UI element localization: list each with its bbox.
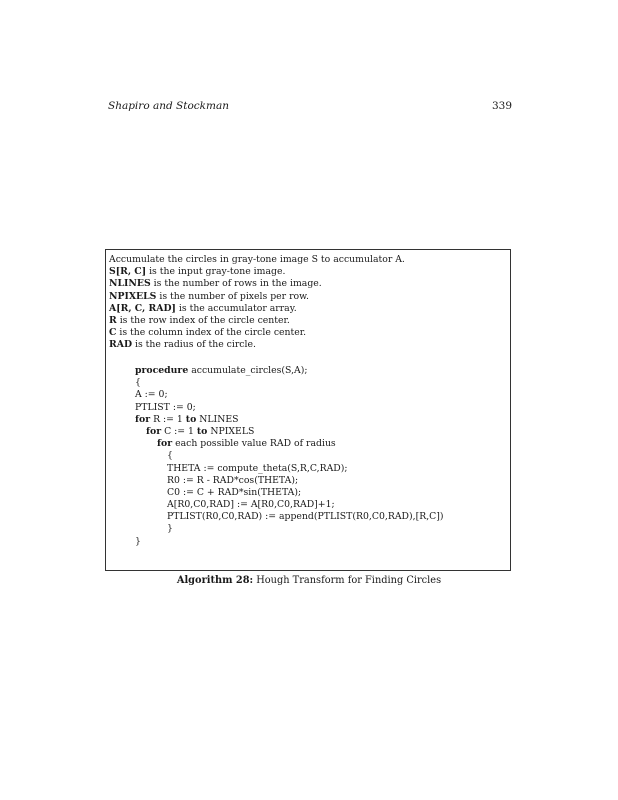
- pseudocode: [106, 365, 444, 548]
- definition-text: is the number of rows in the image.: [150, 278, 322, 290]
- caption-label: Algorithm 28:: [176, 575, 254, 586]
- procedure-signature: accumulate_circles(S,A);: [188, 365, 308, 376]
- definition-text: is the input gray-tone image.: [146, 266, 286, 278]
- algorithm-definitions: [109, 254, 405, 352]
- code-line-close-brace: }: [135, 535, 141, 547]
- algorithm-caption: [0, 575, 618, 587]
- definition-text: is the radius of the circle.: [132, 339, 256, 351]
- code-line-for-cols: [146, 426, 423, 438]
- loop-bound: NLINES: [196, 413, 239, 425]
- definition-text: is the accumulator array.: [175, 302, 297, 314]
- definition-term: RAD: [109, 339, 133, 351]
- code-line-accumulate: A[R0,C0,RAD] := A[R0,C0,RAD]+1;: [167, 499, 335, 511]
- code-line-open-brace: {: [135, 377, 141, 389]
- definition-term: S[R, C]: [109, 266, 147, 278]
- definition-term: R: [109, 315, 117, 327]
- loop-description: each possible value RAD of radius: [172, 438, 336, 450]
- code-line-init-a: A := 0;: [135, 389, 168, 401]
- definition-line: [109, 339, 405, 351]
- keyword-to: to: [196, 425, 208, 437]
- keyword-to: to: [185, 413, 197, 425]
- code-line-for-radius: [157, 438, 434, 450]
- code-line-procedure: [135, 365, 412, 377]
- loop-bound: NPIXELS: [207, 425, 255, 437]
- definition-term: NPIXELS: [109, 290, 157, 302]
- keyword-procedure: procedure: [135, 365, 189, 376]
- keyword-for: for: [146, 425, 162, 437]
- definition-text: is the row index of the circle center.: [116, 315, 290, 327]
- loop-init: C := 1: [161, 425, 197, 437]
- page-number: 339: [491, 100, 512, 112]
- definition-line: [109, 266, 405, 278]
- definition-line: [109, 315, 405, 327]
- code-line-theta: THETA := compute_theta(S,R,C,RAD);: [167, 462, 348, 474]
- code-line-inner-close: }: [167, 523, 173, 535]
- definition-line: [109, 278, 405, 290]
- running-head-author: Shapiro and Stockman: [108, 100, 230, 112]
- definition-text: is the number of pixels per row.: [156, 290, 309, 302]
- code-line-ptlist: PTLIST(R0,C0,RAD) := append(PTLIST(R0,C0,RAD),[R,C]): [167, 511, 444, 523]
- code-line-inner-open: {: [167, 450, 173, 462]
- definition-line: [109, 303, 405, 315]
- keyword-for: for: [157, 438, 173, 450]
- definition-term: C: [109, 327, 117, 339]
- definition-line: [109, 327, 405, 339]
- code-line-init-ptlist: PTLIST := 0;: [135, 401, 196, 413]
- definition-text: is the column index of the circle center.: [116, 327, 307, 339]
- algorithm-box: [105, 249, 511, 571]
- keyword-for: for: [135, 413, 151, 425]
- definition-line: [109, 291, 405, 303]
- definition-term: A[R, C, RAD]: [109, 302, 176, 314]
- code-line-r0: R0 := R - RAD*cos(THETA);: [167, 474, 299, 486]
- definition-term: NLINES: [109, 278, 151, 290]
- algorithm-description: Accumulate the circles in gray-tone image S to accumulator A.: [109, 254, 405, 265]
- code-line-c0: C0 := C + RAD*sin(THETA);: [167, 486, 302, 498]
- caption-title: Hough Transform for Finding Circles: [253, 575, 442, 586]
- loop-init: R := 1: [150, 413, 186, 425]
- code-line-for-rows: [135, 414, 412, 426]
